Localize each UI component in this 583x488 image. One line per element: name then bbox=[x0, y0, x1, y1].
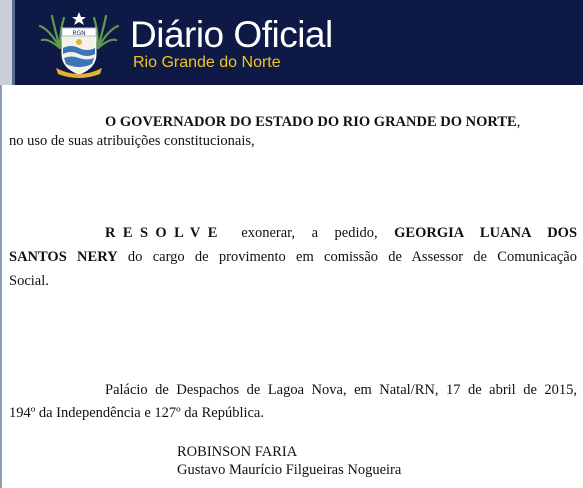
left-margin-rule bbox=[0, 85, 2, 488]
signature-governor: ROBINSON FARIA bbox=[177, 444, 298, 460]
opening-line: O GOVERNADOR DO ESTADO DO RIO GRANDE DO NORTE, bbox=[105, 114, 521, 130]
signature-secretary: Gustavo Maurício Filgueiras Nogueira bbox=[177, 462, 402, 478]
header-left-strip bbox=[0, 0, 12, 85]
person-name-2: SANTOS NERY bbox=[9, 249, 118, 265]
closing-text-2: 194º da Independência e 127º da República. bbox=[9, 405, 264, 421]
coat-of-arms-icon bbox=[38, 10, 120, 80]
page-subtitle: Rio Grande do Norte bbox=[133, 54, 281, 71]
closing-text-1: Palácio de Despachos de Lagoa Nova, em Natal/RN, 17 de abril de 2015, bbox=[105, 382, 577, 398]
page-title: Diário Oficial bbox=[130, 14, 333, 55]
resolve-text-3: Social. bbox=[9, 273, 49, 289]
resolve-word: RESOLVE bbox=[105, 225, 225, 241]
opening-bold: O GOVERNADOR DO ESTADO DO RIO GRANDE DO NORTE bbox=[105, 114, 517, 130]
crest-banner-text: RGN bbox=[72, 30, 86, 37]
opening-rest: no uso de suas atribuições constitucionais, bbox=[9, 133, 255, 149]
resolve-text-2: do cargo de provimento em comissão de Assessor de Comunicação bbox=[127, 249, 577, 265]
person-name-1: GEORGIA LUANA DOS bbox=[394, 225, 578, 241]
resolve-text-1: exonerar, a pedido, bbox=[241, 225, 378, 241]
resolve-line-1 bbox=[105, 224, 577, 242]
closing-line-1 bbox=[105, 381, 577, 399]
header-banner bbox=[0, 0, 583, 85]
resolve-line-2 bbox=[9, 248, 577, 266]
